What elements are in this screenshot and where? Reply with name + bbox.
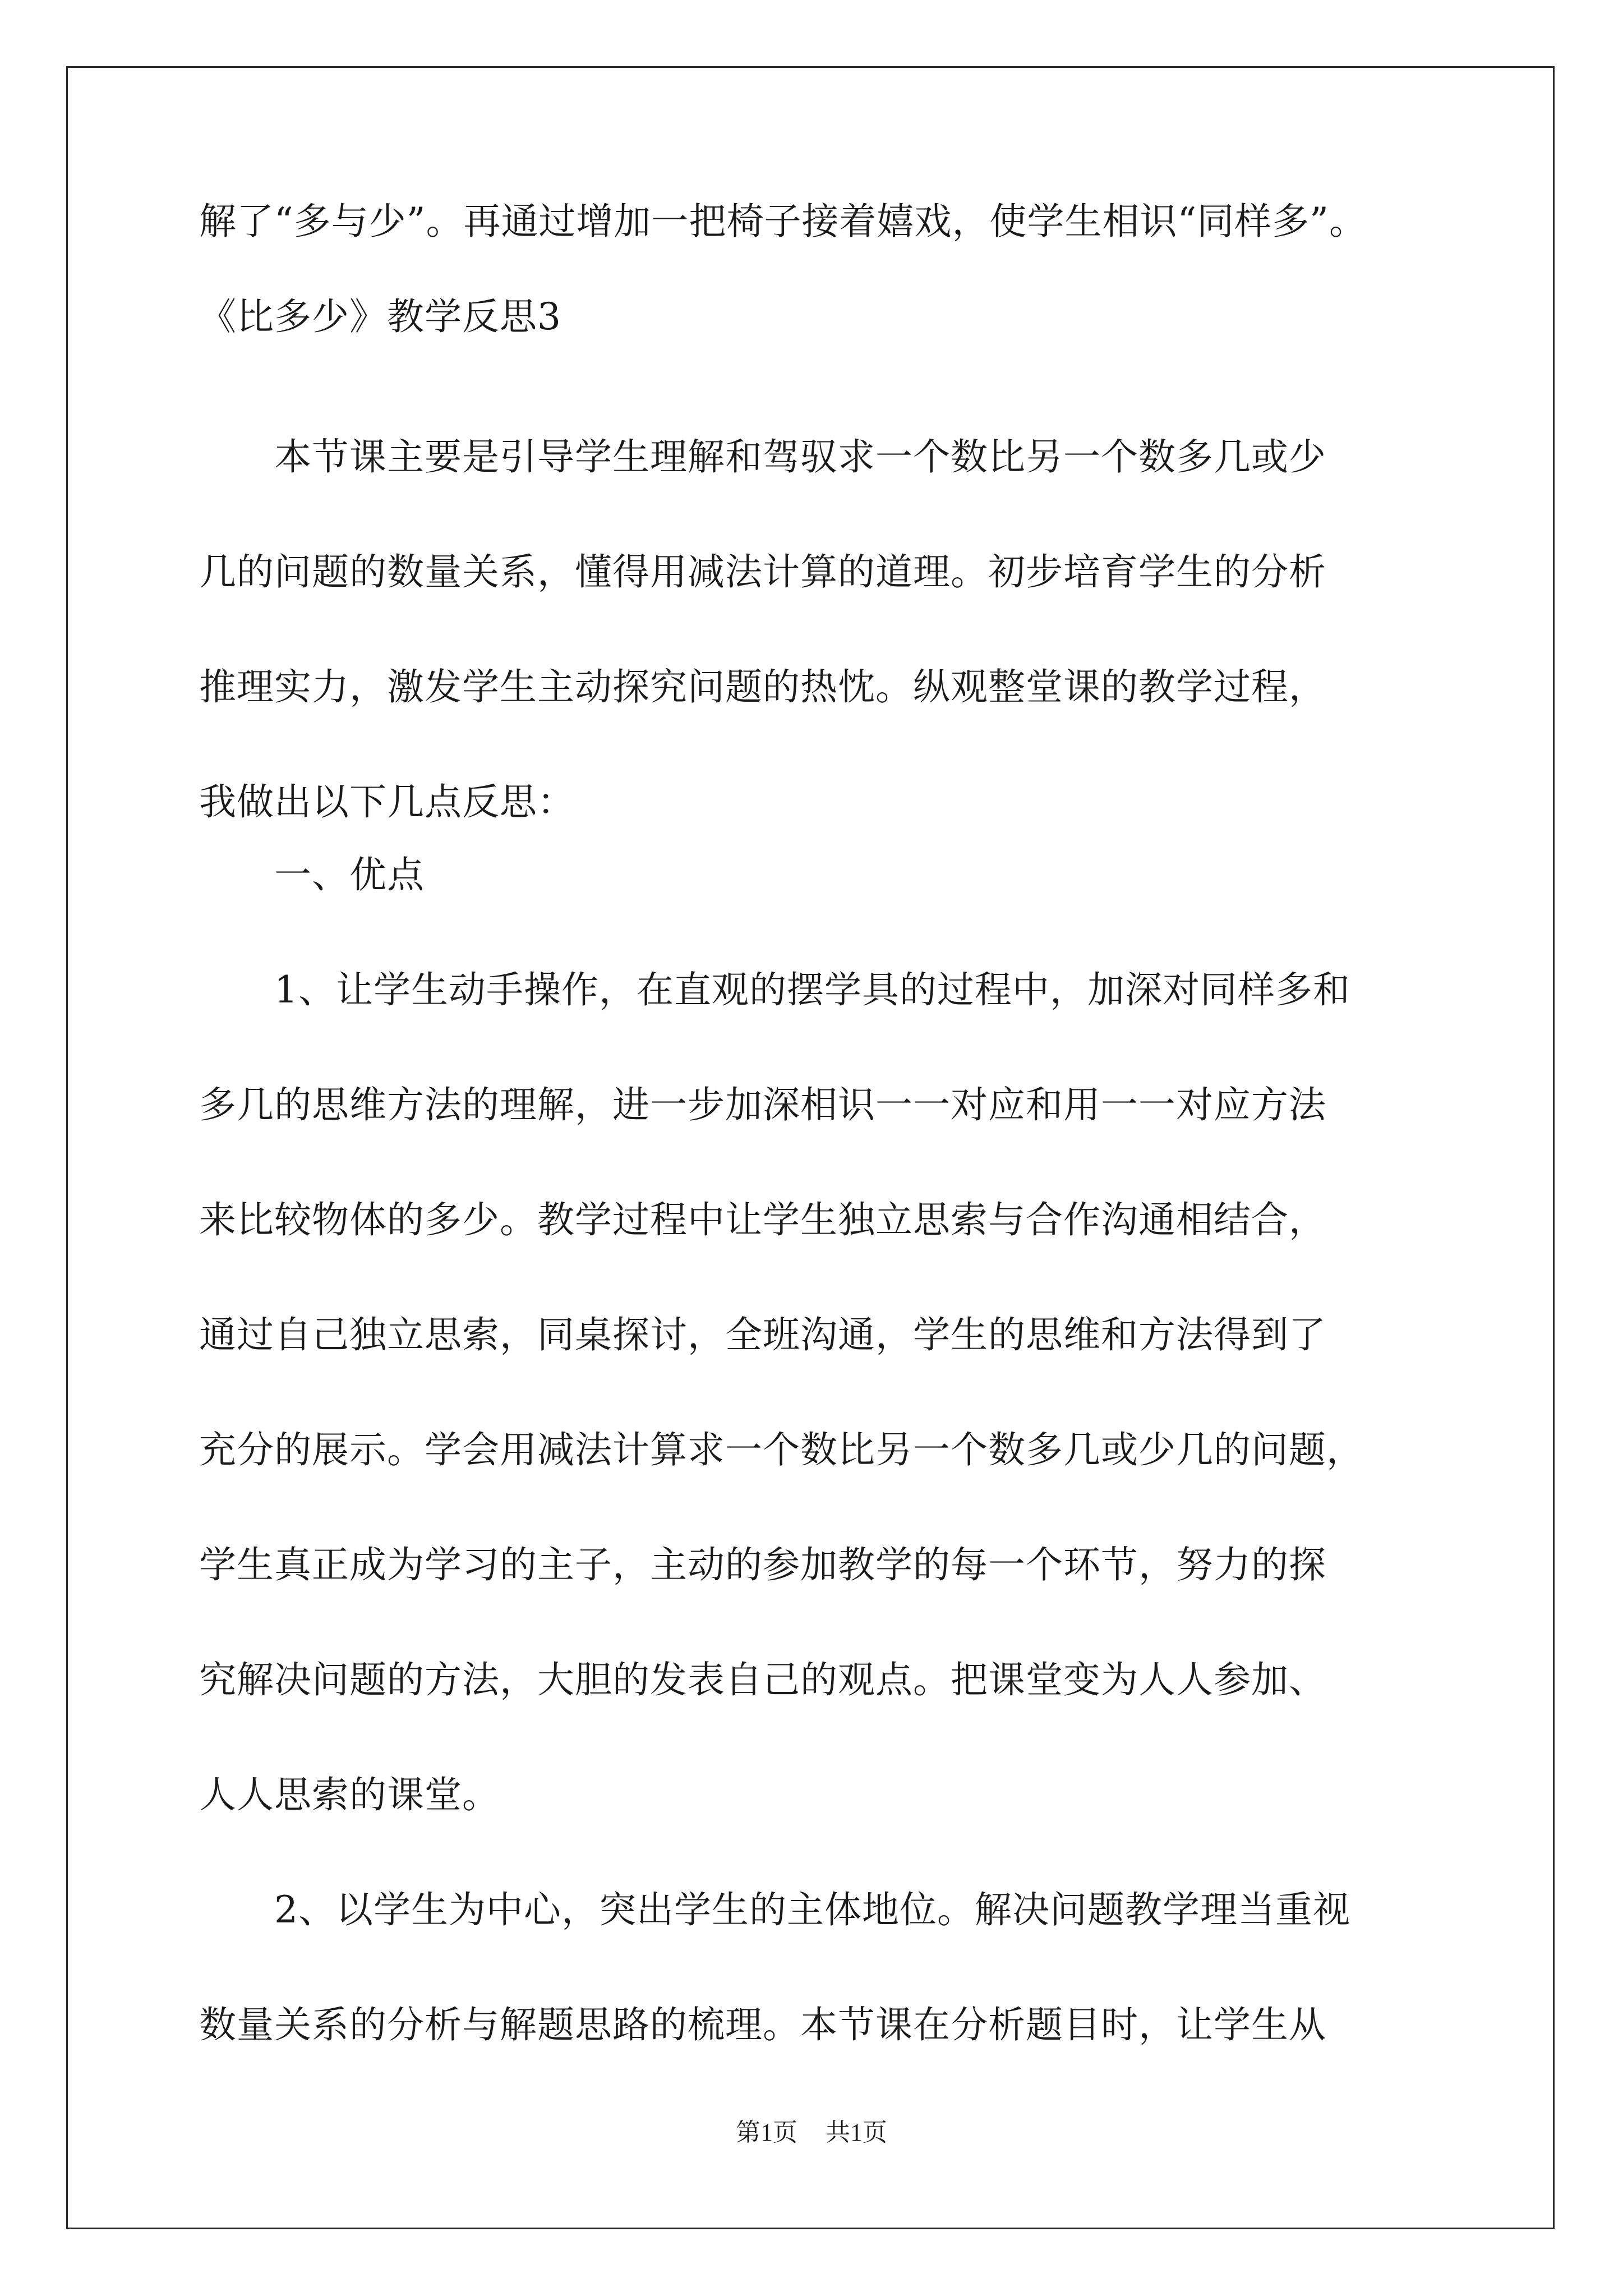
text-line: 通过自己独立思索，同桌探讨，全班沟通，学生的思维和方法得到了: [199, 1313, 1326, 1356]
text-line: 几的问题的数量关系，懂得用减法计算的道理。初步培育学生的分析: [199, 550, 1326, 593]
page-number: 第1页: [736, 2119, 797, 2146]
page-footer: [0, 2118, 1623, 2148]
text-line: 多几的思维方法的理解，进一步加深相识一一对应和用一一对应方法: [199, 1083, 1326, 1126]
text-line: 本节课主要是引导学生理解和驾驭求一个数比另一个数多几或少: [199, 435, 1326, 478]
text-line: 学生真正成为学习的主子，主动的参加教学的每一个环节，努力的探: [199, 1543, 1326, 1586]
text-line: 解了“多与少”。再通过增加一把椅子接着嬉戏，使学生相识“同样多”。: [199, 200, 1367, 243]
text-line: 推理实力，激发学生主动探究问题的热忱。纵观整堂课的教学过程，: [199, 665, 1326, 708]
text-line: 2、以学生为中心，突出学生的主体地位。解决问题教学理当重视: [199, 1888, 1350, 1931]
text-line: 充分的展示。学会用减法计算求一个数比另一个数多几或少几的问题，: [199, 1428, 1364, 1471]
section-heading: 《比多少》教学反思3: [199, 295, 561, 338]
text-line: 我做出以下几点反思：: [199, 780, 575, 823]
text-line: 究解决问题的方法，大胆的发表自己的观点。把课堂变为人人参加、: [199, 1658, 1326, 1701]
subheading: 一、优点: [199, 853, 425, 896]
text-line: 人人思索的课堂。: [199, 1773, 500, 1816]
text-line: 1、让学生动手操作，在直观的摆学具的过程中，加深对同样多和: [199, 968, 1350, 1011]
page-total: 共1页: [826, 2119, 887, 2146]
text-line: 来比较物体的多少。教学过程中让学生独立思索与合作沟通相结合，: [199, 1198, 1326, 1241]
text-line: 数量关系的分析与解题思路的梳理。本节课在分析题目时，让学生从: [199, 2003, 1326, 2046]
